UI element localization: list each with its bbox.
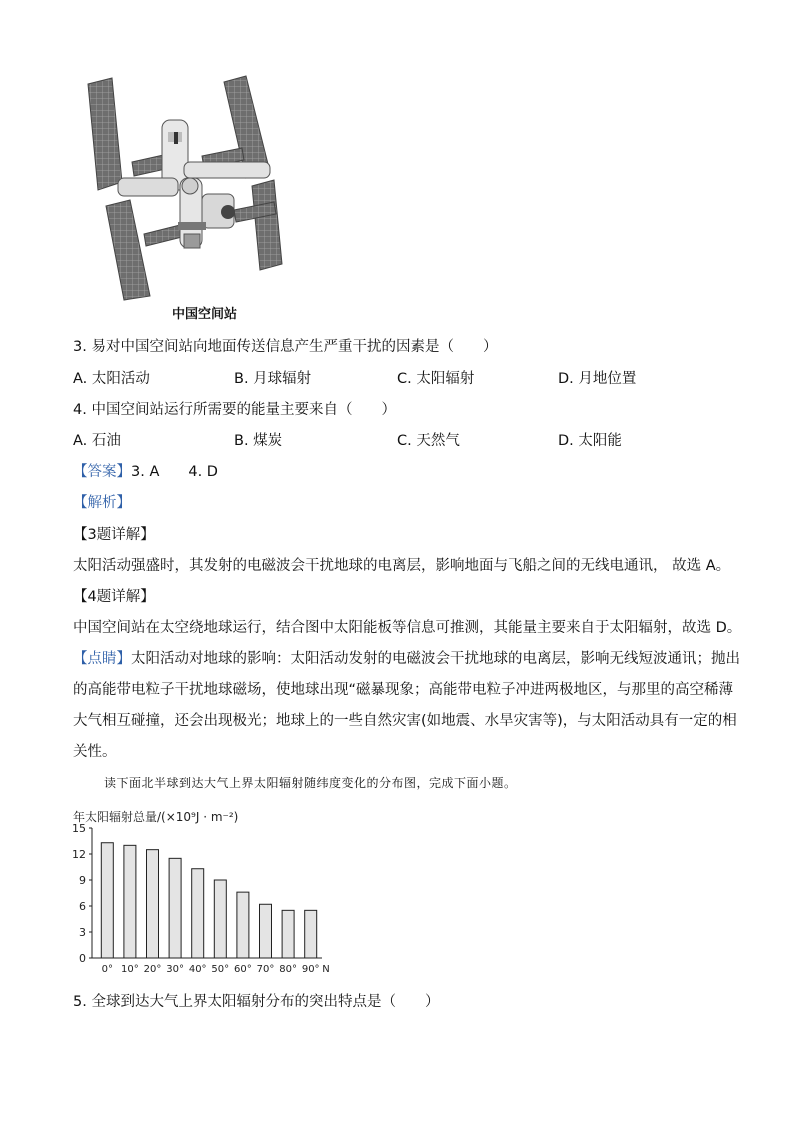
- bar-4: [192, 869, 204, 958]
- answer-text: 3. A 4. D: [131, 464, 218, 480]
- x-tick-label: 90°: [301, 964, 320, 975]
- q3-option-a: A. 太阳活动: [73, 371, 150, 387]
- question-5-stem: 5. 全球到达大气上界太阳辐射分布的突出特点是（ ）: [73, 994, 440, 1010]
- x-tick-label: 0°: [101, 964, 113, 975]
- y-tick-label: 15: [72, 822, 86, 835]
- y-tick-label: 0: [79, 952, 86, 965]
- y-tick-label: 12: [72, 848, 86, 861]
- bar-7: [260, 904, 272, 958]
- x-tick-label: 40°: [188, 964, 207, 975]
- q4-option-c: C. 天然气: [397, 433, 460, 449]
- question-4-stem: 4. 中国空间站运行所需要的能量主要来自（ ）: [73, 402, 396, 418]
- x-tick-label: 50°: [211, 964, 230, 975]
- y-tick-label: 9: [79, 874, 86, 887]
- q3-option-c: C. 太阳辐射: [397, 371, 475, 387]
- y-tick-label: 6: [79, 900, 86, 913]
- x-tick-label: 60°: [234, 964, 252, 975]
- bar-3: [169, 858, 181, 958]
- tip-text-1: 太阳活动对地球的影响：太阳活动发射的电磁波会干扰地球的电离层，影响无线短波通讯；抛出: [131, 651, 740, 667]
- question-3-stem: 3. 易对中国空间站向地面传送信息产生严重干扰的因素是（ ）: [73, 339, 498, 355]
- detail-3-text: 太阳活动强盛时，其发射的电磁波会干扰地球的电离层，影响地面与飞船之间的无线电通讯， 故选 A。: [73, 558, 731, 574]
- q4-option-a: A. 石油: [73, 433, 121, 449]
- bar-9: [305, 910, 317, 958]
- detail-3-label: 【3题详解】: [73, 527, 155, 543]
- chart-ylabel: 年太阳辐射总量/(×10⁹J · m⁻²): [73, 810, 239, 824]
- bar-1: [124, 845, 136, 958]
- bar-8: [282, 910, 294, 958]
- tip-line-4: 关性。: [73, 744, 117, 760]
- tip-line-2: 的高能带电粒子干扰地球磁场，使地球出现“磁暴现象；高能带电粒子冲进两极地区，与那里的高空稀薄: [73, 682, 734, 698]
- q4-option-d: D. 太阳能: [558, 433, 622, 449]
- x-tick-label: 20°: [143, 964, 162, 975]
- figure-caption: 中国空间站: [172, 307, 238, 322]
- bar-6: [237, 892, 249, 958]
- x-tick-label: 80°: [279, 964, 297, 975]
- q4-option-b: B. 煤炭: [234, 433, 283, 449]
- x-tick-label: 10°: [121, 964, 139, 975]
- bar-5: [214, 880, 226, 958]
- detail-4-label: 【4题详解】: [73, 589, 155, 605]
- x-tick-label: 30°: [166, 964, 184, 975]
- q3-option-d: D. 月地位置: [558, 371, 637, 387]
- tip-label: 【点睛】: [73, 651, 131, 667]
- chart-intro-text: 读下面北半球到达大气上界太阳辐射随纬度变化的分布图，完成下面小题。: [104, 776, 517, 790]
- bar-2: [147, 850, 159, 958]
- answer-label: 【答案】: [73, 464, 131, 480]
- x-axis-end-label: N: [322, 964, 330, 975]
- y-tick-label: 3: [79, 926, 86, 939]
- bar-0: [101, 843, 113, 958]
- analysis-label: 【解析】: [73, 495, 131, 511]
- detail-4-text: 中国空间站在太空绕地球运行，结合图中太阳能板等信息可推测，其能量主要来自于太阳辐射，故选 D。: [73, 620, 742, 636]
- x-tick-label: 70°: [256, 964, 275, 975]
- tip-line-3: 大气相互碰撞，还会出现极光；地球上的一些自然灾害(如地震、水旱灾害等)，与太阳活动具有一定的相: [73, 713, 737, 729]
- q3-option-b: B. 月球辐射: [234, 371, 312, 387]
